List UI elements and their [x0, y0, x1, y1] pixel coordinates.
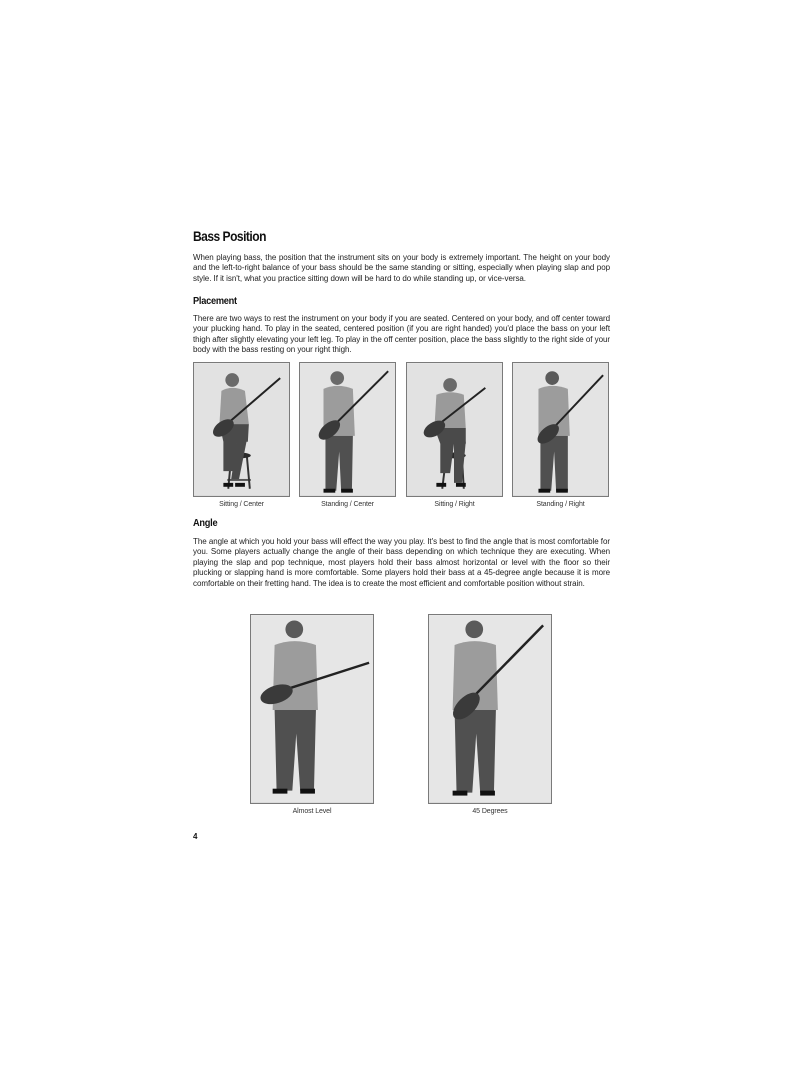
angle-paragraph: The angle at which you hold your bass will effect the way you play. It's best to find the angle that is most comfortable for you. Some players actually change the angle of their bass depending on which technique they are executing. When playing the slap and pop technique, most players hold their bass almost horizontal or level with the floor so their plucking or slapping hand is more comfortable. Some players hold their bass at a 45-degree angle because it is more comfortable on their fretting hand. The idea is to create the most efficient and comfortable position without strain.	[193, 537, 610, 588]
musician-illustration	[251, 615, 373, 803]
photo-caption: Standing / Right	[536, 501, 585, 508]
placement-paragraph: There are two ways to rest the instrument on your body if you are seated. Centered on your body, and off center toward your plucking hand. To play in the seated, centered position (if you are right handed) you'd place the bass on your left thigh after slightly elevating your left leg. To play in the off center position, place the bass slightly to the right side of your body with the bass resting on your right thigh.	[193, 314, 610, 355]
photo-standing-right	[512, 362, 609, 497]
photo-caption: Standing / Center	[321, 501, 374, 508]
photo-45-degrees	[428, 614, 552, 804]
musician-illustration	[429, 615, 551, 803]
photo-almost-level	[250, 614, 374, 804]
angle-heading: Angle	[193, 517, 218, 529]
photo-caption: Sitting / Right	[434, 501, 475, 508]
intro-paragraph: When playing bass, the position that the instrument sits on your body is extremely important. The height on your body and the left-to-right balance of your bass should be the same standing or sitting, especially when playing slap and pop style. If it isn't, what you practice sitting down will be hard to do while standing up, or vice-versa.	[193, 253, 610, 283]
photo-caption: Almost Level	[292, 808, 332, 815]
photo-standing-center	[299, 362, 396, 497]
photo-caption: 45 Degrees	[472, 808, 508, 815]
musician-illustration	[407, 363, 502, 496]
photo-sitting-right	[406, 362, 503, 497]
photo-sitting-center	[193, 362, 290, 497]
musician-illustration	[300, 363, 395, 496]
page-number: 4	[193, 832, 198, 841]
musician-illustration	[513, 363, 608, 496]
page-title: Bass Position	[193, 228, 266, 244]
musician-illustration	[194, 363, 289, 496]
placement-heading: Placement	[193, 295, 237, 307]
photo-caption: Sitting / Center	[219, 501, 264, 508]
